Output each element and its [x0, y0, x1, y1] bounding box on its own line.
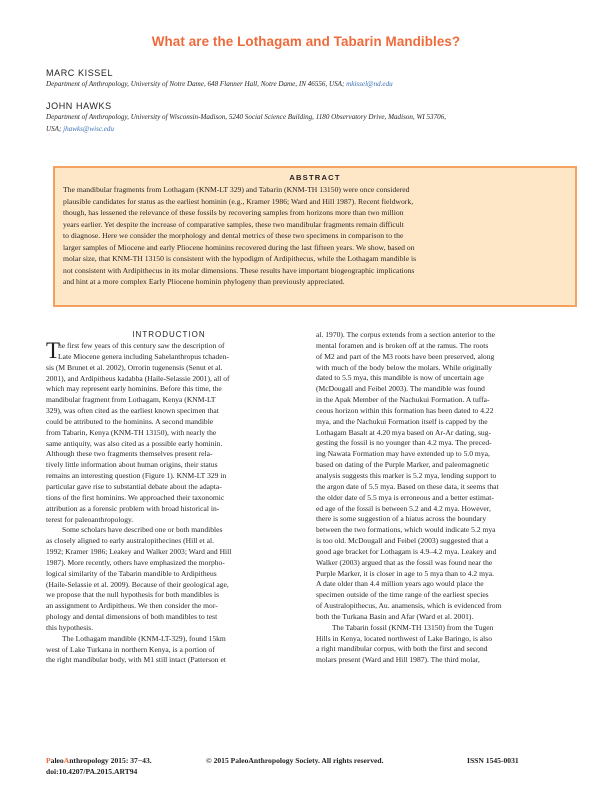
body-line: 1987). More recently, others have emphasized the morpho- — [46, 557, 225, 567]
abstract-line: plausible candidates for status as the earliest hominin (e.g., Kramer 1986; Ward and Hill 1987). Recent fieldwork, — [63, 196, 414, 206]
affiliation-text: Department of Anthropology, University of Notre Dame, 648 Flanner Hall, Notre Dame, IN 46556, USA; — [46, 80, 345, 88]
abstract-line: though, has lessened the relevance of these fossils by recovering samples from horizons more than two million — [63, 208, 404, 217]
body-line: remains an interesting question (Figure 1). KNM-LT 329 in — [46, 471, 227, 481]
body-line: same antiquity, was also cited as a possible early hominin. — [46, 438, 223, 448]
body-line: dated to 5.5 mya, this mandible is now of uncertain age — [316, 373, 484, 383]
body-line: tions of the first hominins. We approached their taxonomic — [46, 492, 225, 502]
body-line: as closely aligned to early australopithecines (Hill et al. — [46, 536, 215, 546]
abstract-line: larger samples of Miocene and early Pliocene hominins recovered during the last fifteen years. We show, based on — [63, 242, 415, 252]
body-line: sis (M Brunet et al. 2002), Orrorin tugenensis (Senut et al. — [46, 362, 223, 372]
affiliation-country: USA; — [46, 124, 62, 133]
body-line: (Haile-Selassie et al. 2009). Because of their geological age, — [46, 579, 229, 589]
body-line: the argon date of 5.5 mya. Based on these data, it seems that — [316, 481, 499, 491]
doi[interactable]: doi:10.4207/PA.2015.ART94 — [46, 767, 138, 776]
author-affiliation — [46, 112, 568, 135]
abstract-line: and hint at a more complex Early Pliocene hominin phylogeny than previously appreciated. — [63, 277, 345, 286]
body-line: Some scholars have described one or both mandibles — [62, 525, 223, 535]
body-line: particular gave rise to substantial debate about the adapta- — [46, 481, 222, 491]
body-line: mya, and the Nachukui Formation itself is capped by the — [316, 416, 488, 426]
body-line: in the Apak Member of the Nachukui Formation. A tuffa- — [316, 395, 490, 405]
body-line: attribution as a forensic problem with broad historical in- — [46, 503, 220, 513]
body-line: al. 1970). The corpus extends from a section anterior to the — [316, 330, 496, 339]
body-line: is too old. McDougall and Feibel (2003) suggested that a — [316, 536, 489, 546]
body-line: 1992; Kramer 1986; Leakey and Walker 2003; Ward and Hill — [46, 547, 232, 557]
body-line: Lothagam Basalt at 4.20 mya based on Ar-Ar dating, sug- — [316, 427, 491, 437]
right-column — [316, 330, 562, 666]
body-line: good age bracket for Lothagam is 4.9–4.2 mya. Leakey and — [316, 546, 497, 556]
body-line: there is some suggestion of a hiatus across the boundary — [316, 514, 487, 524]
body-line: ed age of the fossil is between 5.2 and 4.2 mya. However, — [316, 503, 491, 513]
affiliation-text: Department of Anthropology, University of Wisconsin-Madison, 5240 Social Science Building, 1180 Observatory Drive, Madison, WI 53706, — [46, 113, 447, 121]
author-name: MARC KISSEL — [46, 68, 114, 78]
body-line: tively little information about human origins, their status — [46, 460, 218, 470]
abstract-line: molar size, that KNM-TH 13150 is consistent with the hypodigm of Ardipithecus, while the Lothagam mandible is — [63, 254, 417, 263]
body-line: of Australopithecus, Au. anamensis, which is evidenced from — [316, 601, 502, 611]
body-line: (McDougall and Feibel 2003). The mandible was found — [316, 384, 485, 394]
section-heading-introduction: INTRODUCTION — [132, 330, 206, 339]
body-line: terest for paleoanthropology. — [46, 514, 134, 524]
abstract-line: years earlier. Yet despite the increase of comparative samples, these two mandibular fragments remain difficult — [63, 219, 404, 229]
body-line: from Tabarin, Kenya (KNM-TH 13150), with nearly the — [46, 427, 217, 437]
body-line: which may represent early hominins. Before this time, the — [46, 384, 222, 394]
body-line: an assignment to Ardipitheus. We then consider the mor- — [46, 601, 218, 611]
issn: ISSN 1545-0031 — [467, 756, 519, 765]
body-line: with much of the body below the molars. While originally — [316, 362, 493, 372]
body-line: Although these two fragments themselves present rela- — [46, 449, 213, 459]
author-email-link[interactable]: jhawks@wisc.edu — [63, 124, 115, 133]
body-line: The Lothagam mandible (KNM-LT-329), found 15km — [62, 633, 226, 643]
body-line: between the two formations, which would indicate 5.2 mya — [316, 525, 496, 535]
body-line: both the Turkana Basin and Afar (Ward et al. 2001). — [316, 611, 474, 621]
body-line: the older date of 5.5 mya is erroneous and a better estimat- — [316, 492, 494, 502]
author-affiliation — [46, 79, 568, 91]
body-line: based on dating of the Purple Marker, and paleomagnetic — [316, 460, 490, 470]
copyright-notice: © 2015 PaleoAnthropology Society. All rights reserved. — [206, 756, 384, 765]
body-line: Hills in Kenya, located northwest of Lake Baringo, is also — [316, 633, 493, 643]
abstract-box — [53, 166, 577, 307]
body-line: 2001), and Ardipitheus kadabba (Haile-Selassie 2001), all of — [46, 373, 230, 383]
body-line: Walker (2003) argued that as the fossil was found near the — [316, 557, 493, 567]
body-line: west of Lake Turkana in northern Kenya, is a portion of — [46, 644, 215, 654]
body-line: A date older than 4.4 million years ago would place the — [316, 579, 484, 589]
body-line: analysis suggests this marker is 5.2 mya, lending support to — [316, 470, 497, 480]
page-footer — [46, 755, 572, 777]
abstract-line: not consistent with Ardipithecus in its molar dimensions. These results have important biogeographic implications — [63, 265, 415, 275]
body-line: The Tabarin fossil (KNM-TH 13150) from the Tugen — [332, 622, 494, 632]
body-line: a right mandibular corpus, with both the first and second — [316, 644, 488, 654]
body-line: ceous horizon within this formation has been dated to 4.22 — [316, 405, 494, 415]
abstract-heading: ABSTRACT — [289, 173, 341, 182]
body-line: mandibular fragment from Lothagam, Kenya (KNM-LT — [46, 395, 216, 405]
body-line: ing Nawata Formation may have extended up to 5.0 mya, — [316, 449, 490, 459]
body-line: molars present (Ward and Hill 1987). The third molar, — [316, 655, 480, 665]
abstract-line: The mandibular fragments from Lothagam (KNM-LT 329) and Tabarin (KNM-TH 13150) were once considered — [63, 185, 410, 194]
body-line: phology and dental dimensions of both mandibles to test — [46, 612, 218, 622]
journal-name-part: nthropology — [69, 756, 109, 765]
journal-name-part: aleo — [50, 756, 64, 765]
left-column — [46, 338, 292, 666]
body-line: Purple Marker, it is closer in age to 5 mya than to 4.2 mya. — [316, 568, 495, 578]
abstract-line: to diagnose. Here we consider the morphology and dental metrics of these two specimens in comparison to the — [63, 231, 404, 240]
body-line: gesting the fossil is no younger than 4.2 mya. The preced- — [316, 438, 492, 448]
body-line: Late Miocene genera including Sahelanthropus tchaden- — [58, 351, 229, 361]
drop-cap: T — [46, 338, 61, 363]
body-line: of M2 and part of the M3 roots have been preserved, along — [316, 351, 495, 361]
body-line: 329), was often cited as the earliest known specimen that — [46, 406, 219, 416]
abstract-text — [63, 184, 569, 288]
article-title: What are the Lothagam and Tabarin Mandibles? — [151, 34, 461, 49]
body-line: we propose that the null hypothesis for both mandibles is — [46, 590, 220, 600]
author-name: JOHN HAWKS — [46, 101, 112, 111]
body-line: the right mandibular body, with M1 still intact (Patterson et — [46, 655, 226, 665]
journal-initial-p: P — [46, 756, 51, 765]
journal-initial-a: A — [63, 756, 70, 765]
body-line: T he first few years of this century saw the description of — [46, 338, 225, 363]
body-line: specimen outside of the time range of the earliest species — [316, 590, 489, 600]
body-line: logical similarity of the Tabarin mandible to Ardipitheus — [46, 568, 217, 578]
body-line: could be attributed to the hominins. A second mandible — [46, 416, 214, 426]
body-line: this hypothesis. — [46, 622, 94, 632]
body-line: mental foramen and is broken off at the ramus. The roots — [316, 340, 489, 350]
author-email-link[interactable]: mkissel@nd.edu — [346, 80, 393, 88]
journal-citation: 2015: 37−43. — [110, 756, 152, 765]
